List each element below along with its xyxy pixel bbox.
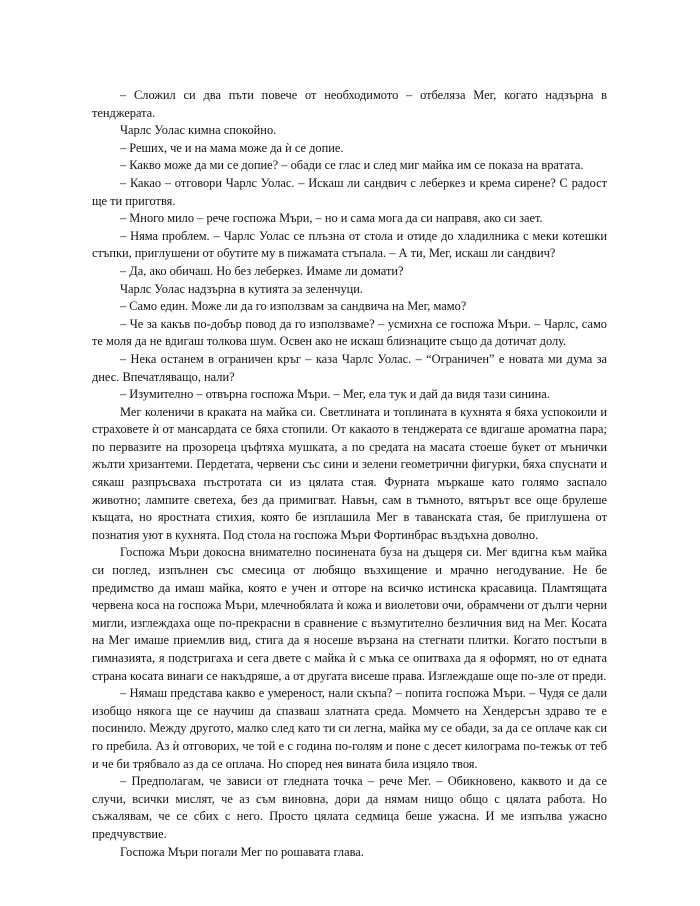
paragraph: – Много мило – рече госпожа Мъри, – но и сама мога да си направя, ако си зает. <box>120 211 543 226</box>
paragraph: Чарлс Уолас надзърна в кутията за зеленчуци. <box>120 281 364 296</box>
paragraph: – Че за какъв по-добър повод да го използваме? – усмихна се госпожа Мъри. – Чарлс, само те моля да не вдигаш толкова шум. Освен ако не искаш близнаците също да дотичат долу. <box>92 316 607 349</box>
paragraph: – Само един. Може ли да го използвам за сандвича на Мег, мамо? <box>120 299 467 314</box>
paragraph: – Какао – отговори Чарлс Уолас. – Искаш ли сандвич с леберкез и крема сирене? С радост ще ти приготвя. <box>92 175 607 208</box>
paragraph: – Нямаш представа какво е умереност, нали скъпа? – попита госпожа Мъри. – Чудя се дали изобщо някога ще се научиш да спазваш златната среда. Момчето на Хендерсън здраво те е посинило. Между другото, малко след като ти си легна, майка му се обади, за да се оплаче как си го пребила. Аз ѝ отговорих, че той е с година по-голям и поне с десет килограма по-тежък от теб и че би трябвало аз да се оплача. Но според нея вината била изцяло твоя. <box>92 686 607 771</box>
paragraph: – Реших, че и на мама може да ѝ се допие. <box>120 140 344 155</box>
paragraph: – Какво може да ми се допие? – обади се глас и след миг майка им се показа на вратата. <box>120 158 584 173</box>
paragraph: – Да, ако обичаш. Но без леберкез. Имаме ли домати? <box>120 263 404 278</box>
paragraph: – Нека останем в ограничен кръг – каза Чарлс Уолас. – “Ограничен” е новата ми дума за днес. Впечатляващо, нали? <box>92 351 607 384</box>
body-text <box>92 87 607 861</box>
paragraph: – Сложил си два пъти повече от необходимото – отбеляза Мег, когато надзърна в тенджерата. <box>92 88 607 120</box>
paragraph: – Предполагам, че зависи от гледната точка – рече Мег. – Обикновено, каквото и да се случи, всички мислят, че аз съм виновна, дори да нямам нищо общо с цялата работа. Но съжалявам, че се сбих с него. Просто цялата седмица беше ужасна. И ме изпълва ужасно предчувствие. <box>92 774 607 841</box>
paragraph: – Няма проблем. – Чарлс Уолас се плъзна от стола и отиде до хладилника с меки котешки стъпки, приглушени от обутите му в пижамата стъпала. – А ти, Мег, искаш ли сандвич? <box>92 228 607 261</box>
paragraph: Чарлс Уолас кимна спокойно. <box>120 123 277 138</box>
paragraph: Мег коленичи в краката на майка си. Светлината и топлината в кухнята я бяха успокоили и страховете ѝ от мансардата се бяха стопили. От какаото в тенджерата се вдигаше ароматна пара; по первазите на прозореца цъфтяха мушката, а по средата на масата стоеше букет от мънички жълти хризантеми. Пердетата, червени със сини и зелени геометрични фигурки, бяха спуснати и сякаш разпръсваха пъстротата си из цялата стая. Фурната мъркаше като голямо заспало животно; лампите светеха, без да примигват. Навън, сам в тъмното, вятърът все още брулеше къщата, но яростната стихия, която бе изплашила Мег в таванската стая, бе приглушена от познатия уют в кухнята. Под стола на госпожа Мъри Фортинбрас въздъхна доволно. <box>92 404 607 542</box>
paragraph: – Изумително – отвърна госпожа Мъри. – Мег, ела тук и дай да видя тази синина. <box>120 387 550 402</box>
paragraph: Госпожа Мъри докосна внимателно посинената буза на дъщеря си. Мег вдигна към майка си поглед, изпълнен със смесица от любящо възхищение и мрачно негодувание. Не бе предимство да имаш майка, която е учен и отгоре на всичко истинска красавица. Пламтящата червена коса на госпожа Мъри, млечнобялата ѝ кожа и виолетови очи, обрамчени от дълги черни мигли, изглеждаха още по-прекрасни в сравнение с възмутително безличния вид на Мег. Косата на Мег имаше приемлив вид, стига да я носеше вързана на стегнати плитки. Когато постъпи в гимназията, я подстригаха и сега двете с майка ѝ с мъка се опитваха да я оформят, но от едната страна косата винаги се накъдряше, а от другата висеше права. Изглеждаше още по-зле от преди. <box>92 545 607 683</box>
paragraph: Госпожа Мъри погали Мег по рошавата глава. <box>120 844 364 859</box>
